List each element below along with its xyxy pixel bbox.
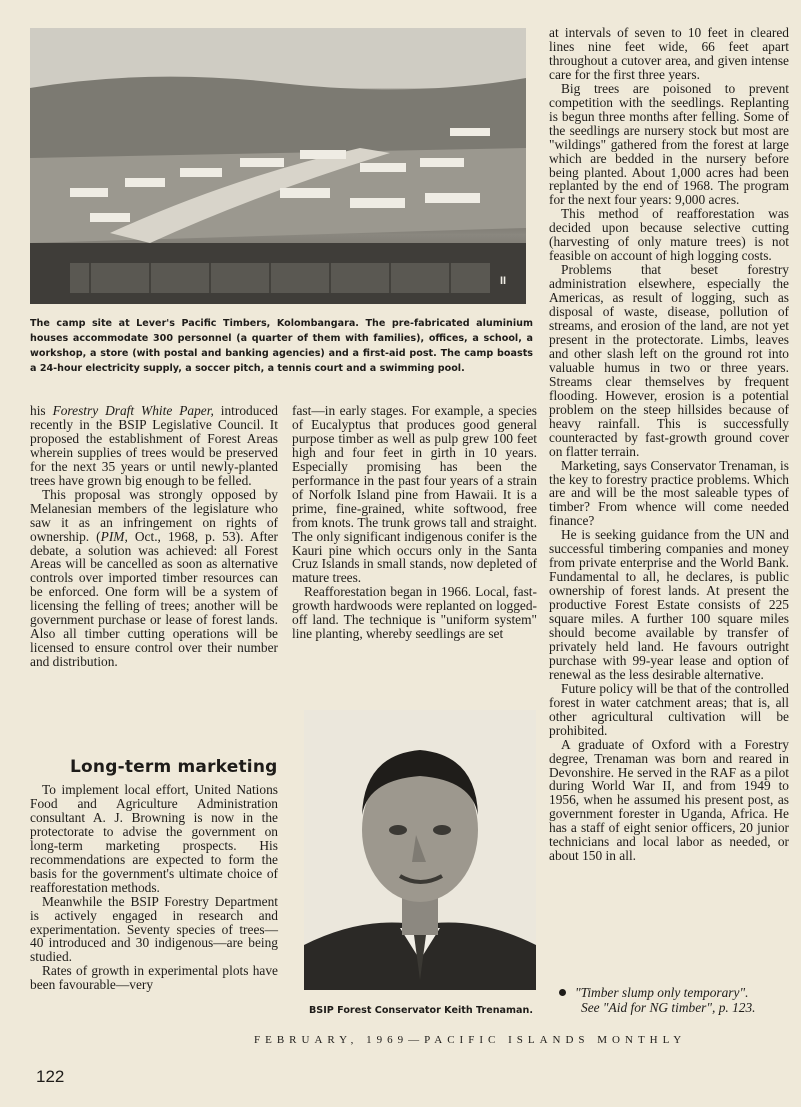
col3-paragraph-3: This method of reafforestation was decided upon because selective cutting (harvesting of only mature trees) is not feasible on account of high logging costs.: [549, 206, 789, 264]
photo-caption: The camp site at Lever's Pacific Timbers, Kolombangara. The pre-fabricated aluminium houses accommodate 300 personnel (a quarter of them with families), offices, a school, a workshop, a store (with postal and banking agencies) and a first-aid post. The camp boasts a 24-hour electricity supply, a soccer pitch, a tennis court and a swimming pool.: [30, 318, 533, 374]
cross-reference-note: [559, 986, 791, 1015]
col1-paragraph-5: Rates of growth in experimental plots have been favourable—very: [30, 963, 278, 993]
col3-paragraph-8: A graduate of Oxford with a Forestry degree, Trenaman was born and reared in Devonshire. He served in the RAF as a pilot during World War II, and from 1949 to 1956, when he assumed his present post, as government forester in Uganda, Africa. He has a staff of eight senior officers, 20 junior technicians and local labor as needed, or about 150 in all.: [549, 736, 789, 864]
col3-paragraph-4: Problems that beset forestry administration elsewhere, especially the Americas, as result of logging, such as disposal of waste, disease, pollution of streams, and erosion of the land, are not yet present in the protectorate. Limbs, leaves and other slash left on the ground rot into valuable humus in two or three years. Streams clear themselves by frequent flooding. However, erosion is a potential problem on the steep hillsides because of heavy rainfall. This is successfully counteracted by fast-growth ground cover on flatter terrain.: [549, 262, 789, 459]
column-2-text: [292, 404, 537, 641]
page-number: 122: [36, 1067, 65, 1086]
col3-paragraph-7: Future policy will be that of the controlled forest in water catchment areas; that is, all other agricultural cultivation will be prohibited.: [549, 680, 789, 738]
portrait-photo-art: [304, 710, 536, 990]
portrait-photo: [304, 710, 536, 990]
col1-paragraph-1: his Forestry Draft White Paper, introduced recently in the BSIP Legislative Council. It proposed the establishment of Forest Areas wherein supplies of trees would be preserved for the next 35 years or until newly-planted trees have grown big enough to be felled.: [30, 403, 278, 488]
camp-site-photo: [30, 28, 526, 304]
col1-paragraph-2: This proposal was strongly opposed by Melanesian members of the legislature who saw it as an infringement on rights of ownership. (PIM, Oct., 1968, p. 53). After debate, a solution was achieved: all Forest Areas will be cancelled as soon as alternative controls over imported timber resources can be enforced. One form will be a system of licensing the felling of trees; another will be government purchase or lease of forest lands. Also all timber cutting operations will be licensed to ensure control over their number and distribution.: [30, 486, 278, 670]
photo-corner-mark: II: [500, 275, 507, 287]
col3-paragraph-5: Marketing, says Conservator Trenaman, is the key to forestry practice problems. Which are and will be the most saleable types of timber? From whence will come needed finance?: [549, 457, 789, 529]
cross-reference-line-2: See "Aid for NG timber", p. 123.: [581, 999, 756, 1015]
bullet-icon: [559, 989, 566, 996]
cross-reference-line-1: "Timber slump only temporary".: [559, 986, 791, 1001]
col3-paragraph-6: He is seeking guidance from the UN and successful timbering companies and money from private enterprise and the World Bank. Fundamental to all, he declares, is public ownership of forest lands. At present the productive Forest Estate consists of 225 square miles. A further 100 square miles should become available by transfer of privately held land. He favours outright purchase with 99-year lease and option of renewal as the less desirable alternative.: [549, 527, 789, 682]
col1-paragraph-3: To implement local effort, United Nations Food and Agriculture Administration consultant A. J. Browning is now in the protectorate to advise the government on long-term marketing prospects. His recommendations are expected to form the basis for the government's ultimate choice of reafforestation methods.: [30, 782, 278, 895]
col2-paragraph-1: fast—in early stages. For example, a species of Eucalyptus that produces good general purpose timber as well as pulp grew 100 feet high and four feet in girth in 10 years. Especially promising has been the performance in the past four years of a strain of Norfolk Island pine from Hawaii. It is a prime, fine-grained, white softwood, free from knots. The trunk grows tall and straight. The only significant indigenous conifer is the Kauri pine which occurs only in the Santa Cruz Islands in small stands, now depleted of mature trees.: [292, 403, 537, 586]
camp-site-photo-art: [30, 28, 526, 304]
col3-paragraph-1: at intervals of seven to 10 feet in cleared lines nine feet wide, 66 feet apart throughout a cutover area, and given intense care for the first three years.: [549, 25, 789, 82]
column-1-bottom: [30, 783, 278, 992]
col3-paragraph-2: Big trees are poisoned to prevent competition with the seedlings. Replanting is begun three months after felling. Some of the seedlings are nursery stock but most are "wildings" gathered from the forest at large which are bedded in the nursery before being planted. About 1,000 acres had been replanted by the end of 1968. The program for the next four years: 9,000 acres.: [549, 80, 789, 208]
col1-paragraph-4: Meanwhile the BSIP Forestry Department is actively engaged in research and experimentation. Seventy species of trees—40 introduced and 30 indigenous—are being studied.: [30, 893, 278, 965]
column-3-text: [549, 26, 789, 863]
col2-paragraph-2: Reafforestation began in 1966. Local, fast-growth hardwoods were replanted on logged-off land. The technique is "uniform system" line planting, whereby seedlings are set: [292, 584, 537, 642]
portrait-caption: BSIP Forest Conservator Keith Trenaman.: [309, 1005, 533, 1016]
running-title: FEBRUARY, 1969—PACIFIC ISLANDS MONTHLY: [254, 1034, 687, 1046]
section-heading: Long-term marketing: [70, 757, 278, 777]
column-1-top: [30, 404, 278, 669]
